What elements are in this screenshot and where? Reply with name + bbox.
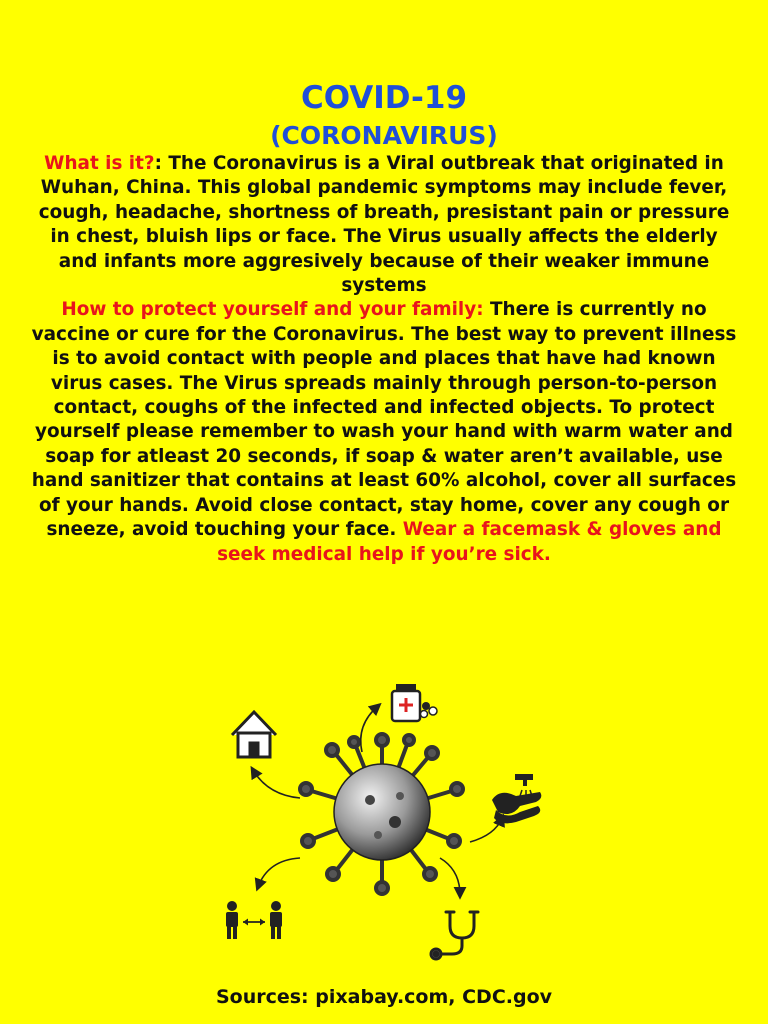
medicine-bottle-icon [392,684,437,721]
illustration [0,670,768,970]
social-distance-icon [226,901,282,939]
handwashing-icon [492,774,541,823]
page-title: COVID-19 [300,80,468,116]
coronavirus-icon [300,734,463,894]
body-text [30,152,738,567]
protect-text: There is currently no vaccine or cure for the Coronavirus. The best way to prevent illness is to avoid contact with people and places that have had known virus cases. The Virus spreads mainly through person-to-person contact, coughs of the infected and infected objects. To protect yourself please remember to wash your hand with warm water and soap for atleast 20 seconds, if soap & water aren’t available, use hand sanitizer that contains at least 60% alcohol, cover all surfaces of your hands. Avoid close contact, stay home, cover any cough or sneeze, avoid touching your face. [31,299,737,541]
what-is-it-label: What is it? [44,153,155,174]
protect-label: How to protect yourself and your family: [61,299,484,321]
house-icon [232,712,276,757]
sources-footer: Sources: pixabay.com, CDC.gov [215,986,553,1008]
what-is-it-text: The Coronavirus is a Viral outbreak that originated in Wuhan, China. This global pandemic symptoms may include fever, cough, headache, shortness of breath, presistant pain or pressure in chest, bluish lips or face. The Virus usually affects the elderly and infants more aggresively because of their weaker immune systems [38,153,730,297]
what-is-it-colon: : [154,153,162,174]
page-subtitle: (CORONAVIRUS) [270,121,498,150]
protect-warning: Wear a facemask & gloves and seek medical help if you’re sick. [217,519,722,565]
stethoscope-icon [431,912,478,959]
